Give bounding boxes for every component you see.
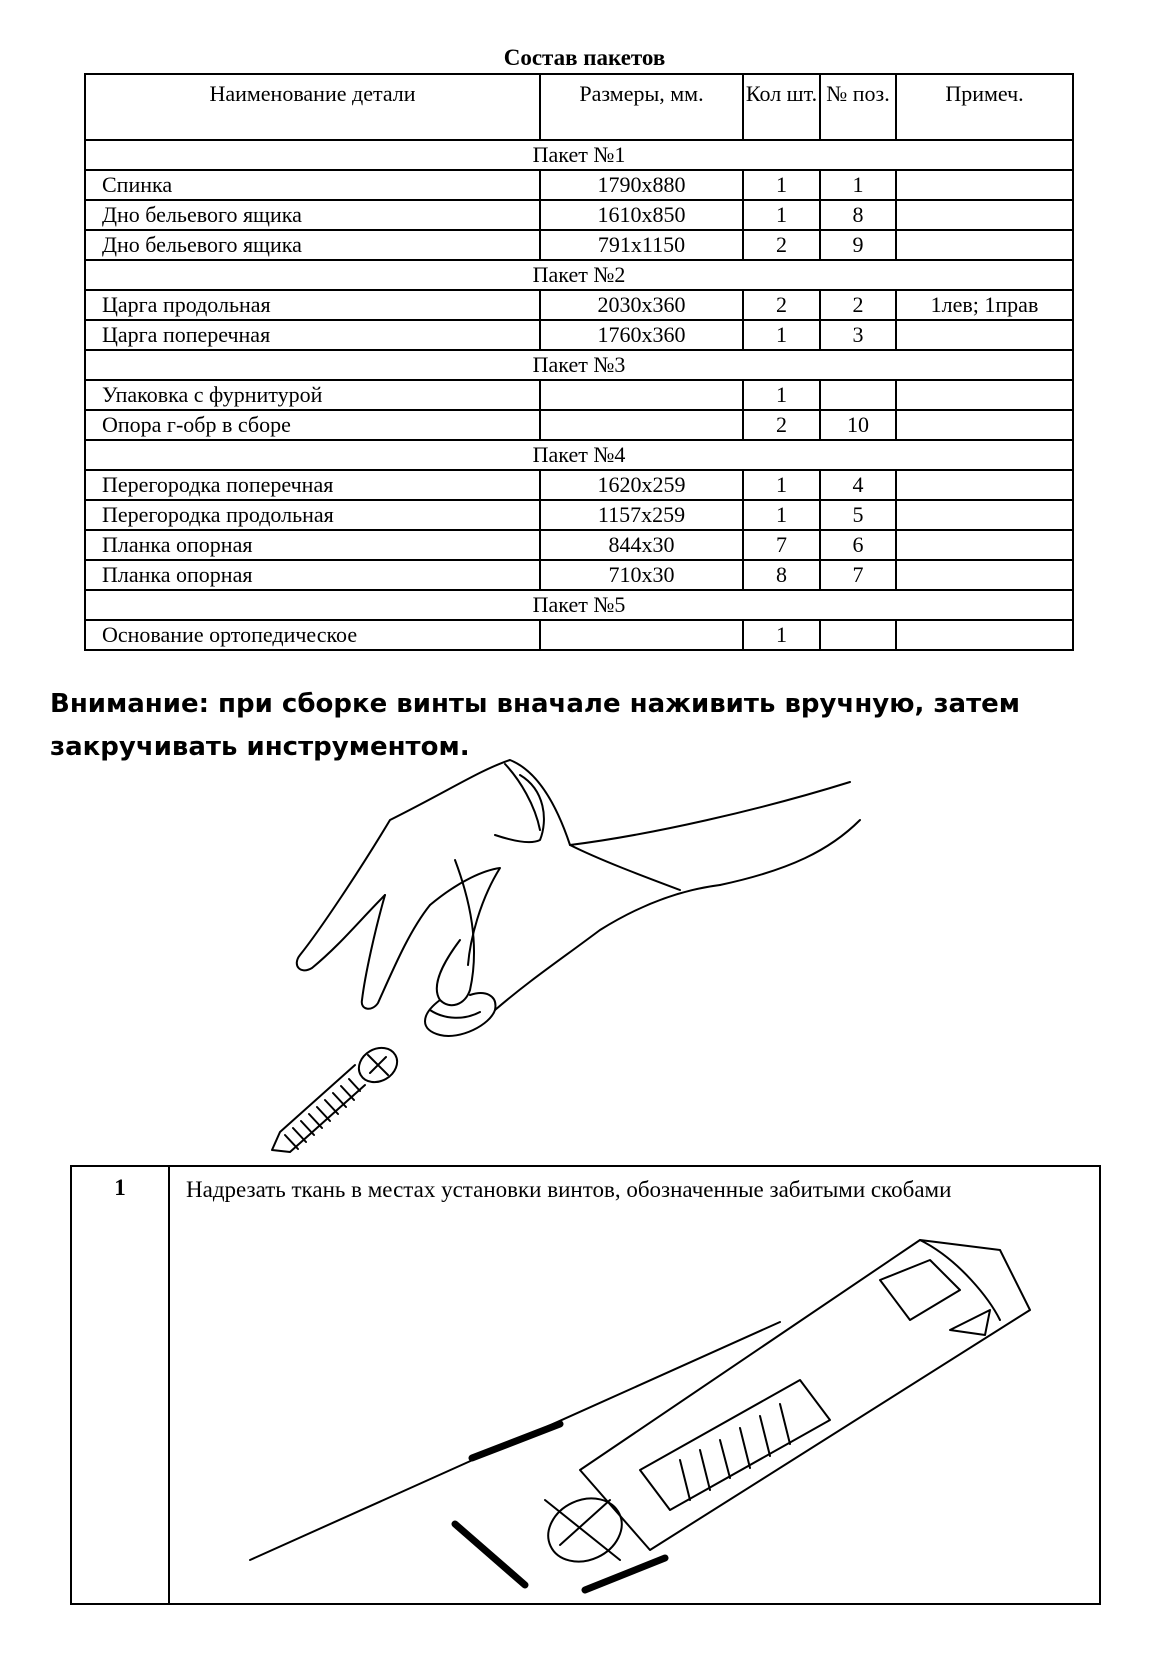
header-pos: № поз.	[820, 74, 896, 140]
cell-qty: 1	[743, 320, 820, 350]
cell-name: Опора г-обр в сборе	[85, 410, 540, 440]
cell-size: 1760x360	[540, 320, 743, 350]
cell-qty: 2	[743, 290, 820, 320]
cell-name: Планка опорная	[85, 530, 540, 560]
cell-qty: 1	[743, 380, 820, 410]
cell-qty: 1	[743, 470, 820, 500]
group-label: Пакет №5	[85, 590, 1073, 620]
group-label: Пакет №1	[85, 140, 1073, 170]
cell-qty: 1	[743, 620, 820, 650]
header-name: Наименование детали	[85, 74, 540, 140]
header-note: Примеч.	[896, 74, 1073, 140]
hand-drawing	[297, 760, 860, 1036]
header-qty: Кол шт.	[743, 74, 820, 140]
attention-note: Внимание: при сборке винты вначале наживить вручную, затем закручивать инструментом.	[50, 689, 1021, 762]
cell-qty: 2	[743, 230, 820, 260]
cell-name: Царга продольная	[85, 290, 540, 320]
cell-name: Планка опорная	[85, 560, 540, 590]
group-label: Пакет №3	[85, 350, 1073, 380]
cell-pos: 9	[820, 230, 896, 260]
cell-qty: 7	[743, 530, 820, 560]
cell-qty: 1	[743, 500, 820, 530]
cell-qty: 2	[743, 410, 820, 440]
step-number: 1	[72, 1167, 170, 1603]
cell-size: 710x30	[540, 560, 743, 590]
header-size: Размеры, мм.	[540, 74, 743, 140]
cell-size: 791x1150	[540, 230, 743, 260]
cell-pos: 3	[820, 320, 896, 350]
cell-qty: 1	[743, 170, 820, 200]
cell-name: Основание ортопедическое	[85, 620, 540, 650]
cell-size: 1790x880	[540, 170, 743, 200]
cell-size: 2030x360	[540, 290, 743, 320]
cell-pos: 2	[820, 290, 896, 320]
cell-qty: 8	[743, 560, 820, 590]
cell-pos: 10	[820, 410, 896, 440]
cell-pos: 6	[820, 530, 896, 560]
cell-name: Царга поперечная	[85, 320, 540, 350]
cell-size: 1157x259	[540, 500, 743, 530]
cell-pos: 8	[820, 200, 896, 230]
cell-qty: 1	[743, 200, 820, 230]
cell-pos: 1	[820, 170, 896, 200]
cell-name: Дно бельевого ящика	[85, 200, 540, 230]
cell-pos: 5	[820, 500, 896, 530]
group-label: Пакет №4	[85, 440, 1073, 470]
cell-note: 1лев; 1прав	[896, 290, 1073, 320]
cell-name: Перегородка поперечная	[85, 470, 540, 500]
cell-pos: 7	[820, 560, 896, 590]
cell-pos: 4	[820, 470, 896, 500]
cell-name: Упаковка с фурнитурой	[85, 380, 540, 410]
cell-size: 1620x259	[540, 470, 743, 500]
group-label: Пакет №2	[85, 260, 1073, 290]
cell-name: Перегородка продольная	[85, 500, 540, 530]
cell-size: 1610x850	[540, 200, 743, 230]
cell-size: 844x30	[540, 530, 743, 560]
step-text: Надрезать ткань в местах установки винтов, обозначенные забитыми скобами	[186, 1177, 952, 1202]
cell-name: Дно бельевого ящика	[85, 230, 540, 260]
screw-drawing	[272, 1041, 403, 1152]
page-title: Состав пакетов	[503, 45, 666, 70]
step-box	[70, 1165, 1101, 1605]
cell-name: Спинка	[85, 170, 540, 200]
